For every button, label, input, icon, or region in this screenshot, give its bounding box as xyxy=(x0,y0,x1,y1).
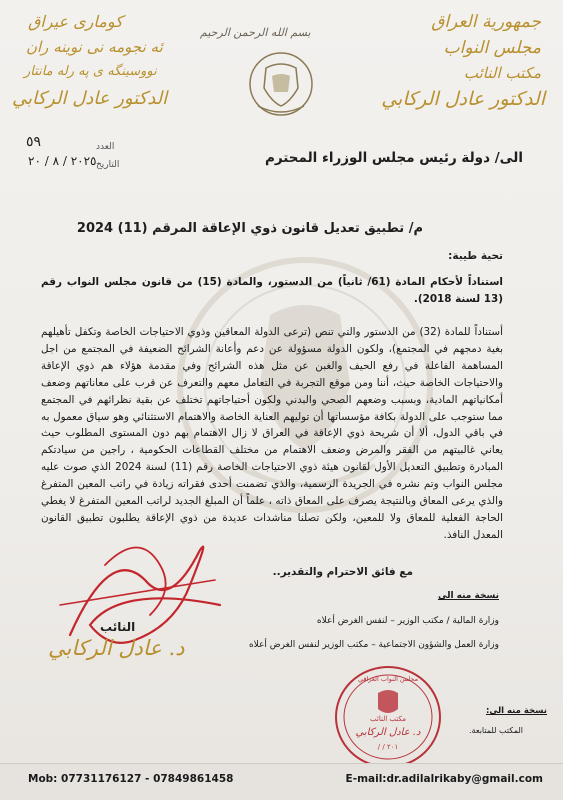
reference-date-label: التاريخ xyxy=(96,160,120,170)
stamp-line4: ٢٠١ / / xyxy=(377,743,399,751)
copies-item-office: المكتب للمتابعة. xyxy=(469,726,523,735)
stamp-line3: د. عادل الركابي xyxy=(355,727,421,738)
footer-email[interactable]: E-mail:dr.adilalrikaby@gmail.com xyxy=(345,773,543,785)
reference-number-value: ٥٩ xyxy=(26,134,42,150)
stamp-line1: مجلس النواب العراقي xyxy=(357,675,419,683)
greeting: تحية طيبة: xyxy=(448,250,503,262)
reference-number-label: العدد xyxy=(96,142,115,152)
header-right-line4: الدكتور عادل الركابي xyxy=(381,88,545,110)
closing-phrase: مع فائق الاحترام والتقدير.. xyxy=(272,566,413,578)
copies-item-labor: وزارة العمل والشؤون الاجتماعية – مكتب الوزير لنفس الغرض أعلاه xyxy=(248,640,499,650)
basmala: بسم الله الرحمن الرحيم xyxy=(200,26,311,39)
header-left-line4: الدكتور عادل الركابي xyxy=(12,88,168,109)
header-left-line3: نووسينگه ى په رله مانتار xyxy=(24,64,157,79)
header-right-line1: جمهورية العراق xyxy=(431,12,541,32)
copies-heading-2: نسخة منه الى: xyxy=(485,706,547,716)
addressee: الى/ دولة رئيس مجلس الوزراء المحترم xyxy=(265,150,523,166)
official-stamp xyxy=(332,663,444,771)
paragraph-legal-basis: استناداً لأحكام المادة (61/ ثانياً) من الدستور، والمادة (15) من قانون مجلس النواب رقم (13 لسنة 2018). xyxy=(41,276,503,305)
footer-mobile: Mob: 07731176127 - 07849861458 xyxy=(28,773,234,785)
header-left-line2: ئه نجومه نى نوينه ران xyxy=(26,38,163,56)
header-right-line2: مجلس النواب xyxy=(443,38,541,58)
parliament-emblem-icon xyxy=(246,48,316,120)
paragraph-main: أستناداً للمادة (32) من الدستور والتي تنص (ترعى الدولة المعاقين وذوي الاحتياجات الخاصة وتكفل تأهيلهم بغية دمجهم في المجتمع)، ولكون الدولة مسؤولة عن دعم وأعانة الشرائح الضعيفة في المجتمع من اجل المساهمة الفاعلة في رفع الحيف والغبن عن مثل هذه الشرائح وفي مقدمة هؤلاء هم ذوي الإعاقة والاحتياجات الخاصة حيث، أننا ومن موقع التجربة في التعامل معهم والتعرف عن قرب على معاناتهم وضعف أمكانياتهم المادية، وبسبب وضعهم الصحي والبدني ولكون أحتياجاتهم تختلف عن بقية نظرائهم في المجتمع مما ستوجب على الدولة بكافة مؤسساتها أن توليهم العناية الخاصة والاهتمام الاستثنائي وهو سياق معمول به في باقي الدول، ألا أن شريحة ذوي الإعاقة في العراق لا زال الاهتمام بهم دون المستوى المطلوب حيث يعاني غالبيتهم من الفقر والمرض وضعف الاهتمام من مختلف القطاعات الحكومية ، راجين من سيادتكم المبادرة وتطبيق التعديل الأول لقانون هيئة ذوي الاحتياجات الخاصة رقم (11) لسنة 2024 الذي صوت عليه مجلس النواب وتم نشره في الجريدة الرسمية، والذي تضمنت أحدى فقراته زيادة في راتب المعين المتفرغ والذي يرعى المعاق وبالنتيجة يصرف على المعاق ذاته ، علماً أن المبلغ الجديد لراتب المعين المتفرغ لا يغطي الحاجة الفعلية للمعاق ولا للمعين، ولكن تصلنا مناشدات عديدة من ذوي الإعاقة يطلبون تطبيق القانون المعدل النافذ. xyxy=(41,326,503,541)
signatory-title: النائب xyxy=(100,620,136,634)
header-right-line3: مكتب النائب xyxy=(463,64,541,82)
reference-date-value: ٢٠٢٥ / ٨ / ٢٠ xyxy=(28,154,97,168)
copies-heading: نسخة منه الى xyxy=(437,591,499,601)
letter-subject: م/ تطبيق تعديل قانون ذوي الإعاقة المرقم (11) 2024 xyxy=(76,221,423,236)
stamp-line2: مكتب النائب xyxy=(370,715,406,723)
footer-bar xyxy=(0,763,563,800)
copies-item-finance: وزارة المالية / مكتب الوزير – لنفس الغرض أعلاه xyxy=(316,616,499,626)
header-left-line1: كومارى عيراق xyxy=(28,12,123,31)
signatory-name: د. عادل الركابي xyxy=(48,636,185,660)
